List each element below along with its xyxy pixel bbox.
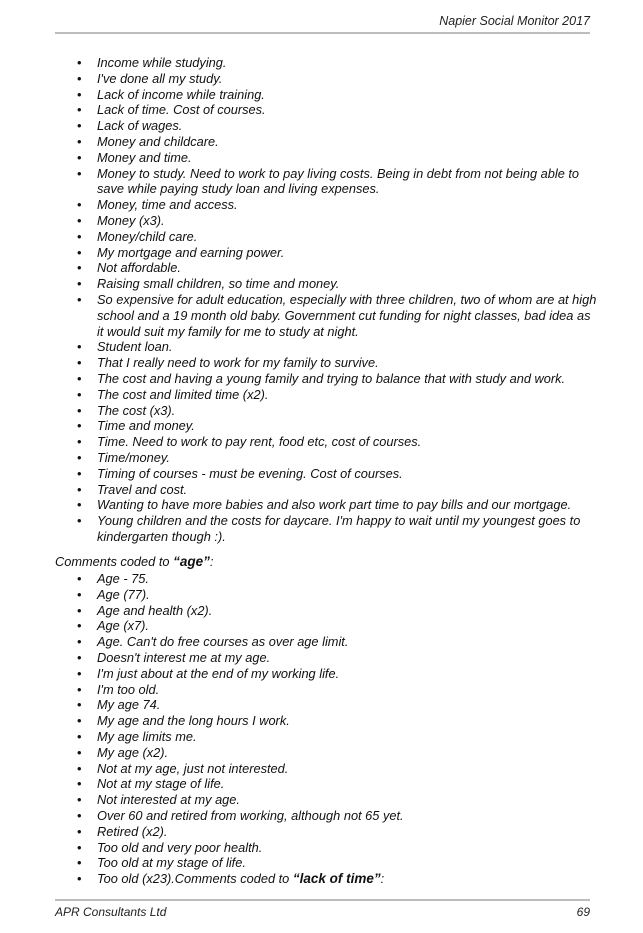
list-item: • Income while studying.	[97, 55, 597, 71]
list-item: • Money (x3).	[97, 213, 597, 229]
list-item: • Not interested at my age.	[97, 792, 597, 808]
list-item: • Money to study. Need to work to pay living costs. Being in debt from not being able to save while paying study loan and living expenses.	[97, 166, 597, 198]
list-item: • Over 60 and retired from working, although not 65 yet.	[97, 808, 597, 824]
list-item: • Young children and the costs for daycare. I'm happy to wait until my youngest goes to kindergarten though :).	[97, 513, 597, 545]
list-item: • Not at my stage of life.	[97, 776, 597, 792]
list-item-last	[97, 871, 597, 887]
section-keyword: “age”	[173, 554, 210, 569]
page-footer	[55, 899, 590, 923]
list-item: • The cost and having a young family and trying to balance that with study and work.	[97, 371, 597, 387]
list-item: • Age - 75.	[97, 571, 597, 587]
list-item: • My age limits me.	[97, 729, 597, 745]
list-item: • Lack of time. Cost of courses.	[97, 102, 597, 118]
list-item: • Not affordable.	[97, 260, 597, 276]
list-item: • My age 74.	[97, 697, 597, 713]
list-item: • Retired (x2).	[97, 824, 597, 840]
list-item: • I'm too old.	[97, 682, 597, 698]
list-item: • So expensive for adult education, especially with three children, two of whom are at high school and a 19 month old baby. Government cut funding for night classes, bad idea as it would suit my family for me to study at night.	[97, 292, 597, 339]
list-item: • My age (x2).	[97, 745, 597, 761]
section-suffix: :	[209, 554, 214, 569]
list-item: • Not at my age, just not interested.	[97, 761, 597, 777]
list-item: • Age. Can't do free courses as over age limit.	[97, 634, 597, 650]
list-item: • Age (x7).	[97, 618, 597, 634]
list-item: • Too old and very poor health.	[97, 840, 597, 856]
age-comments-list	[97, 571, 597, 887]
section-prefix: Comments coded to	[55, 554, 174, 569]
list-item: • Too old at my stage of life.	[97, 855, 597, 871]
report-title: Napier Social Monitor 2017	[439, 14, 590, 28]
cost-comments-list	[97, 55, 597, 545]
list-item: • Time/money.	[97, 450, 597, 466]
footer-company: APR Consultants Ltd	[55, 905, 167, 919]
list-item: • I've done all my study.	[97, 71, 597, 87]
list-item: • My age and the long hours I work.	[97, 713, 597, 729]
list-item: • Money and time.	[97, 150, 597, 166]
list-item: • Travel and cost.	[97, 482, 597, 498]
page-number: 69	[576, 905, 590, 919]
list-item: • Age (77).	[97, 587, 597, 603]
list-item: • Money/child care.	[97, 229, 597, 245]
last-item-suffix: :	[380, 871, 385, 887]
list-item: • Money, time and access.	[97, 197, 597, 213]
list-item: • Timing of courses - must be evening. Cost of courses.	[97, 466, 597, 482]
section-heading-age	[55, 554, 213, 570]
list-item: • Wanting to have more babies and also work part time to pay bills and our mortgage.	[97, 497, 597, 513]
list-item: • Student loan.	[97, 339, 597, 355]
list-item: • Raising small children, so time and money.	[97, 276, 597, 292]
list-item: • The cost and limited time (x2).	[97, 387, 597, 403]
list-item: • Age and health (x2).	[97, 603, 597, 619]
page-header	[55, 10, 590, 34]
list-item: • Lack of income while training.	[97, 87, 597, 103]
list-item: • My mortgage and earning power.	[97, 245, 597, 261]
list-item: • Time and money.	[97, 418, 597, 434]
lack-of-time-keyword: “lack of time”	[292, 871, 381, 887]
list-item: • Lack of wages.	[97, 118, 597, 134]
list-item: • Money and childcare.	[97, 134, 597, 150]
list-item: • Time. Need to work to pay rent, food etc, cost of courses.	[97, 434, 597, 450]
last-item-text: Too old (x23).Comments coded to	[97, 871, 293, 887]
list-item: • I'm just about at the end of my working life.	[97, 666, 597, 682]
list-item: • The cost (x3).	[97, 403, 597, 419]
list-item: • That I really need to work for my family to survive.	[97, 355, 597, 371]
list-item: • Doesn't interest me at my age.	[97, 650, 597, 666]
